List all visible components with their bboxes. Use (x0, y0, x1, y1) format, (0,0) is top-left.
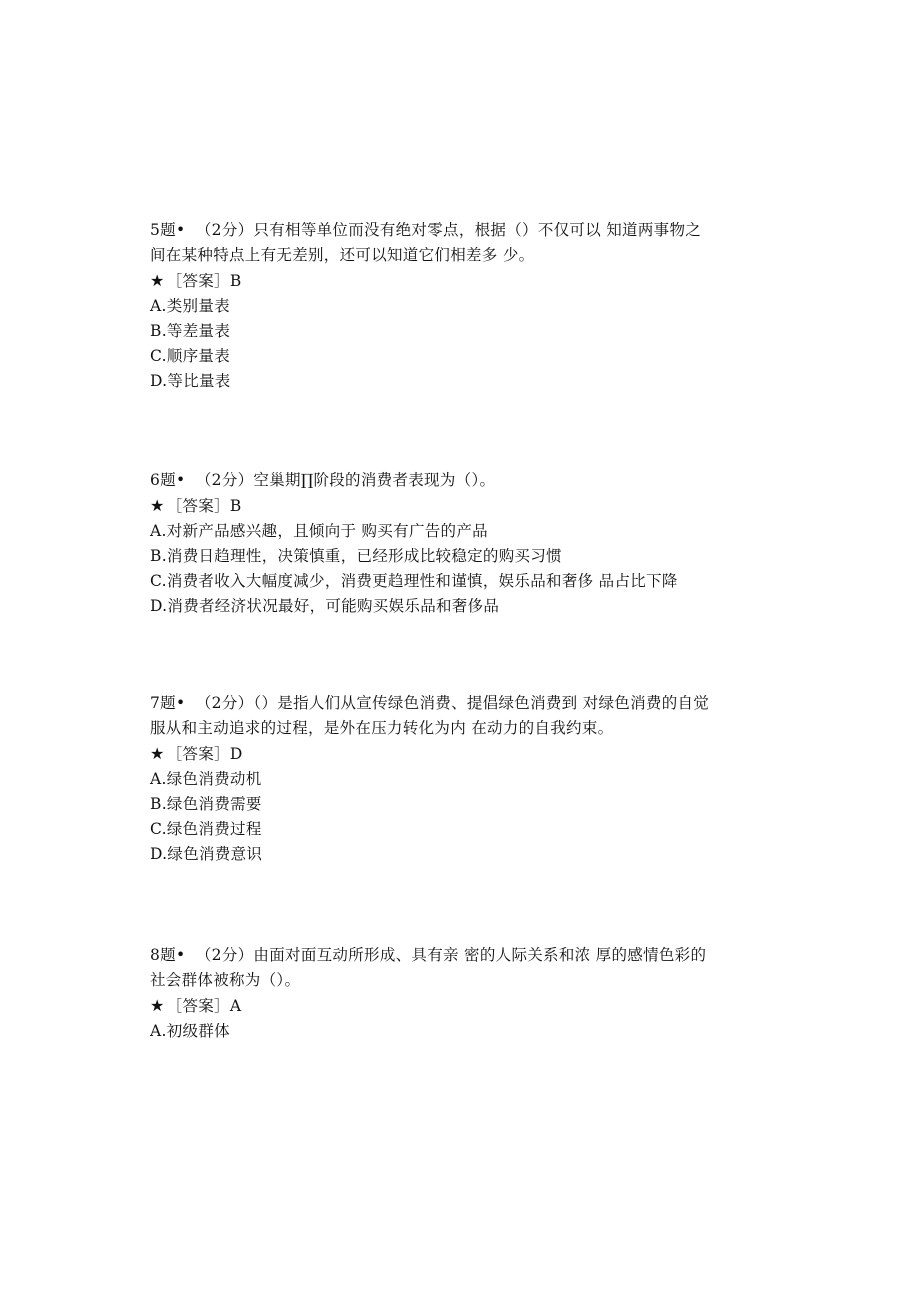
document-page (150, 218, 710, 1118)
answer-text: ［答案］D (166, 745, 243, 763)
answer-line (150, 268, 710, 294)
option-b: B.等差量表 (150, 322, 231, 340)
question-stem: 5题• （2分）只有相等单位而没有绝对零点，根据（）不仅可以 知道两事物之间在某种特点上有无差别，还可以知道它们相差多 少。 (150, 221, 702, 264)
option-c: C.绿色消费过程 (150, 820, 262, 838)
question-8 (150, 943, 710, 1044)
option-b: B.绿色消费需要 (150, 795, 262, 813)
star-icon: ★ (150, 496, 165, 515)
star-icon: ★ (150, 996, 165, 1015)
option-c: C.消费者收入大幅度减少，消费更趋理性和谨慎，娱乐品和奢侈 品占比下降 (150, 572, 678, 590)
question-stem: 7题• （2分）（）是指人们从宣传绿色消费、提倡绿色消费到 对绿色消费的自觉服从和主动追求的过程，是外在压力转化为内 在动力的自我约束。 (150, 694, 710, 737)
question-6 (150, 468, 710, 619)
star-icon: ★ (150, 271, 165, 290)
answer-text: ［答案］A (166, 997, 242, 1015)
option-a: A.初级群体 (150, 1022, 230, 1040)
question-5 (150, 218, 710, 394)
option-d: D.等比量表 (150, 372, 231, 390)
star-icon: ★ (150, 744, 165, 763)
question-stem: 6题• （2分）空巢期∏阶段的消费者表现为（）。 (150, 471, 496, 489)
question-stem: 8题• （2分）由面对面互动所形成、具有亲 密的人际关系和浓 厚的感情色彩的社会群体被称为（）。 (150, 946, 707, 989)
answer-line (150, 741, 710, 767)
option-b: B.消费日趋理性，决策慎重，已经形成比较稳定的购买习惯 (150, 547, 562, 565)
answer-text: ［答案］B (166, 497, 242, 515)
answer-line (150, 493, 710, 519)
option-a: A.对新产品感兴趣，且倾向于 购买有广告的产品 (150, 522, 488, 540)
option-c: C.顺序量表 (150, 347, 231, 365)
option-d: D.消费者经济状况最好，可能购买娱乐品和奢侈品 (150, 597, 500, 615)
answer-text: ［答案］B (166, 272, 242, 290)
question-7 (150, 691, 710, 867)
option-d: D.绿色消费意识 (150, 845, 263, 863)
answer-line (150, 993, 710, 1019)
option-a: A.类别量表 (150, 297, 230, 315)
option-a: A.绿色消费动机 (150, 770, 262, 788)
